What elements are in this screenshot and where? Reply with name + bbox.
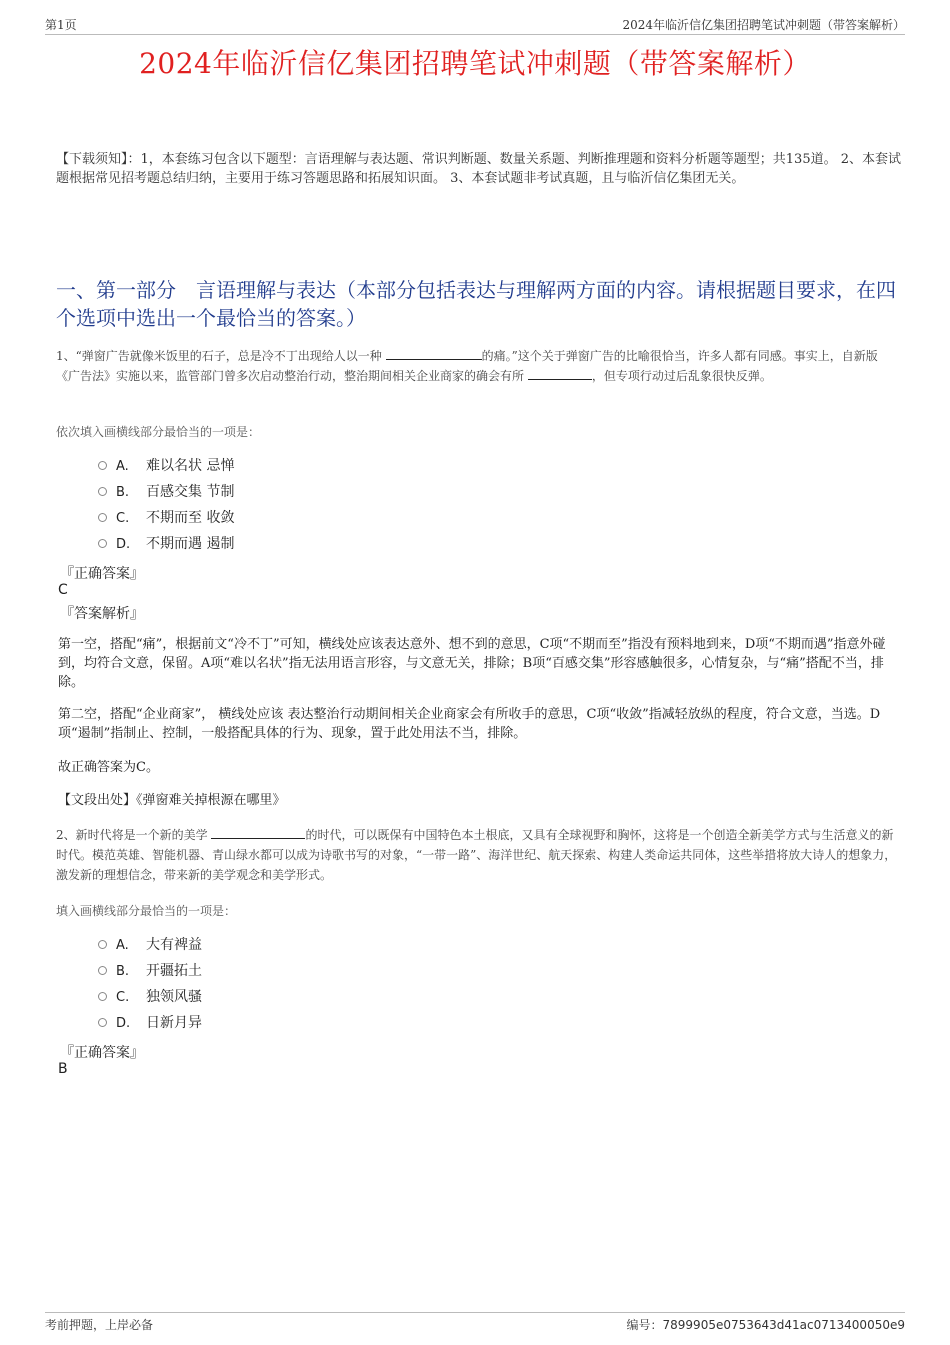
q2-option-c[interactable]: C. 独领风骚 [98, 987, 202, 1007]
q1-analysis-conclusion: 故正确答案为C。 [58, 760, 159, 775]
q1-source: 【文段出处】《弹窗难关掉根源在哪里》 [58, 793, 286, 808]
q1-answer-label: 『正确答案』 [60, 566, 144, 582]
radio-icon[interactable] [98, 487, 107, 496]
fill-blank [528, 367, 592, 380]
question-1-prompt: 依次填入画横线部分最恰当的一项是： [56, 425, 261, 439]
q2-answer-label: 『正确答案』 [60, 1045, 144, 1061]
page-footer [45, 1312, 905, 1332]
fill-blank [211, 826, 305, 839]
section-heading: 一、第一部分 言语理解与表达（本部分包括表达与理解两方面的内容。请根据题目要求，在四个选项中选出一个最恰当的答案。） [56, 278, 896, 330]
q1-answer: C [58, 582, 68, 598]
q1-analysis-paragraph-1: 第一空，搭配“痛”，根据前文“冷不丁”可知，横线处应该表达意外、想不到的意思，C项“不期而至”指没有预料地到来，D项“不期而遇”指意外碰到，均符合文意，保留。A项“难以名状”指无法用语言形容，与文意无关，排除；B项“百感交集”形容感触很多，心情复杂，与“痛”搭配不当，排除。 [58, 637, 886, 690]
q1-option-d[interactable]: D. 不期而遇 遏制 [98, 534, 234, 554]
page-number: 第1页 [45, 18, 77, 32]
q2-option-a[interactable]: A. 大有裨益 [98, 935, 202, 955]
radio-icon[interactable] [98, 539, 107, 548]
q1-option-c[interactable]: C. 不期而至 收敛 [98, 508, 234, 528]
q2-answer: B [58, 1061, 68, 1077]
question-2-prompt: 填入画横线部分最恰当的一项是： [56, 904, 237, 918]
radio-icon[interactable] [98, 992, 107, 1001]
radio-icon[interactable] [98, 461, 107, 470]
download-notice: 【下载须知】：1，本套练习包含以下题型：言语理解与表达题、常识判断题、数量关系题、判断推理题和资料分析题等题型；共135道。 2、本套试题根据常见招考题总结归纳，主要用于练习答题思路和拓展知识面。 3、本套试题非考试真题，且与临沂信亿集团无关。 [56, 152, 901, 186]
radio-icon[interactable] [98, 966, 107, 975]
radio-icon[interactable] [98, 1018, 107, 1027]
question-2-text: 2、新时代将是一个新的美学 的时代，可以既保有中国特色本土根底，又具有全球视野和胸怀，这将是一个创造全新美学方式与生活意义的新时代。模范英雄、智能机器、青山绿水都可以成为诗歌书写的对象，“一带一路”、海洋世纪、航天探索、构建人类命运共同体，这些举措将放大诗人的想象力，激发新的理想信念，带来新的美学观念和美学形式。 [56, 828, 897, 882]
question-1-text: 1、“弹窗广告就像米饭里的石子，总是冷不丁出现给人以一种 的痛。”这个关于弹窗广告的比喻很恰当，许多人都有同感。事实上，自新版《广告法》实施以来，监管部门曾多次启动整治行动，整治期间相关企业商家的确会有所 ，但专项行动过后乱象很快反弹。 [56, 349, 878, 383]
document-title: 2024年临沂信亿集团招聘笔试冲刺题（带答案解析） [139, 47, 811, 80]
q1-option-b[interactable]: B. 百感交集 节制 [98, 482, 234, 502]
q2-option-b[interactable]: B. 开疆拓土 [98, 961, 202, 981]
page-header [45, 14, 905, 35]
footer-doc-code: 编号：7899905e0753643d41ac0713400050e9 [626, 1318, 905, 1332]
q1-analysis-paragraph-2: 第二空，搭配“企业商家”， 横线处应该 表达整治行动期间相关企业商家会有所收手的意思，C项“收敛”指减轻放纵的程度，符合文意，当选。D项“遏制”指制止、控制，一般搭配具体的行为、现象，置于此处用法不当，排除。 [58, 707, 881, 741]
fill-blank [386, 347, 482, 360]
q2-option-d[interactable]: D. 日新月异 [98, 1013, 202, 1033]
footer-slogan: 考前押题，上岸必备 [45, 1318, 154, 1332]
q1-analysis-label: 『答案解析』 [60, 606, 144, 622]
header-doc-title: 2024年临沂信亿集团招聘笔试冲刺题（带答案解析） [622, 18, 905, 32]
radio-icon[interactable] [98, 940, 107, 949]
radio-icon[interactable] [98, 513, 107, 522]
q1-option-a[interactable]: A. 难以名状 忌惮 [98, 456, 234, 476]
